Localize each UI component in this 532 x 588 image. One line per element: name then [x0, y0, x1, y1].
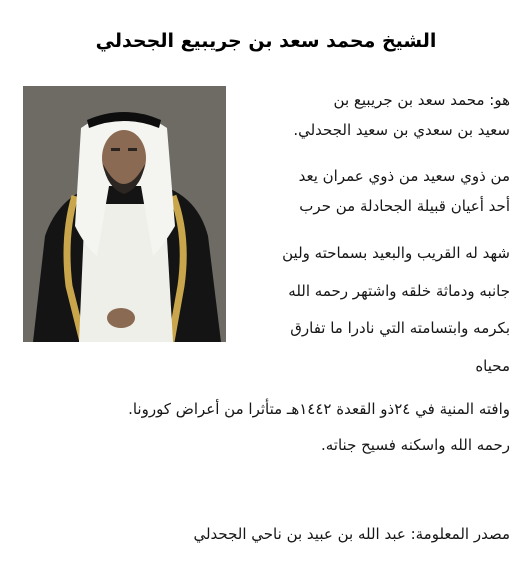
bio-line: سعيد بن سعدي بن سعيد الجحدلي.	[293, 121, 510, 139]
death-line: رحمه الله واسكنه فسيح جناته.	[321, 436, 510, 454]
bio-line: محياه	[475, 357, 510, 375]
bio-line: جانبه ودماثة خلقه واشتهر رحمه الله	[288, 282, 510, 300]
source-line: مصدر المعلومة: عبد الله بن عبيد بن ناحي الجحدلي	[193, 525, 510, 543]
bio-line: أحد أعيان قبيلة الجحادلة من حرب	[299, 197, 510, 215]
death-line: وافته المنية في ٢٤ذو القعدة ١٤٤٢هـ متأثرا من أعراض كورونا.	[128, 400, 510, 418]
page-title: الشيخ محمد سعد بن جريبيع الجحدلي	[95, 30, 437, 52]
bio-line: بكرمه وابتسامته التي نادرا ما تفارق	[290, 319, 510, 337]
portrait-photo	[23, 86, 226, 342]
bio-line: هو: محمد سعد بن جريبيع بن	[333, 91, 510, 109]
portrait-illustration	[23, 86, 226, 342]
bio-line: شهد له القريب والبعيد بسماحته ولين	[282, 244, 510, 262]
bio-line: من ذوي سعيد من ذوي عمران يعد	[298, 167, 510, 185]
